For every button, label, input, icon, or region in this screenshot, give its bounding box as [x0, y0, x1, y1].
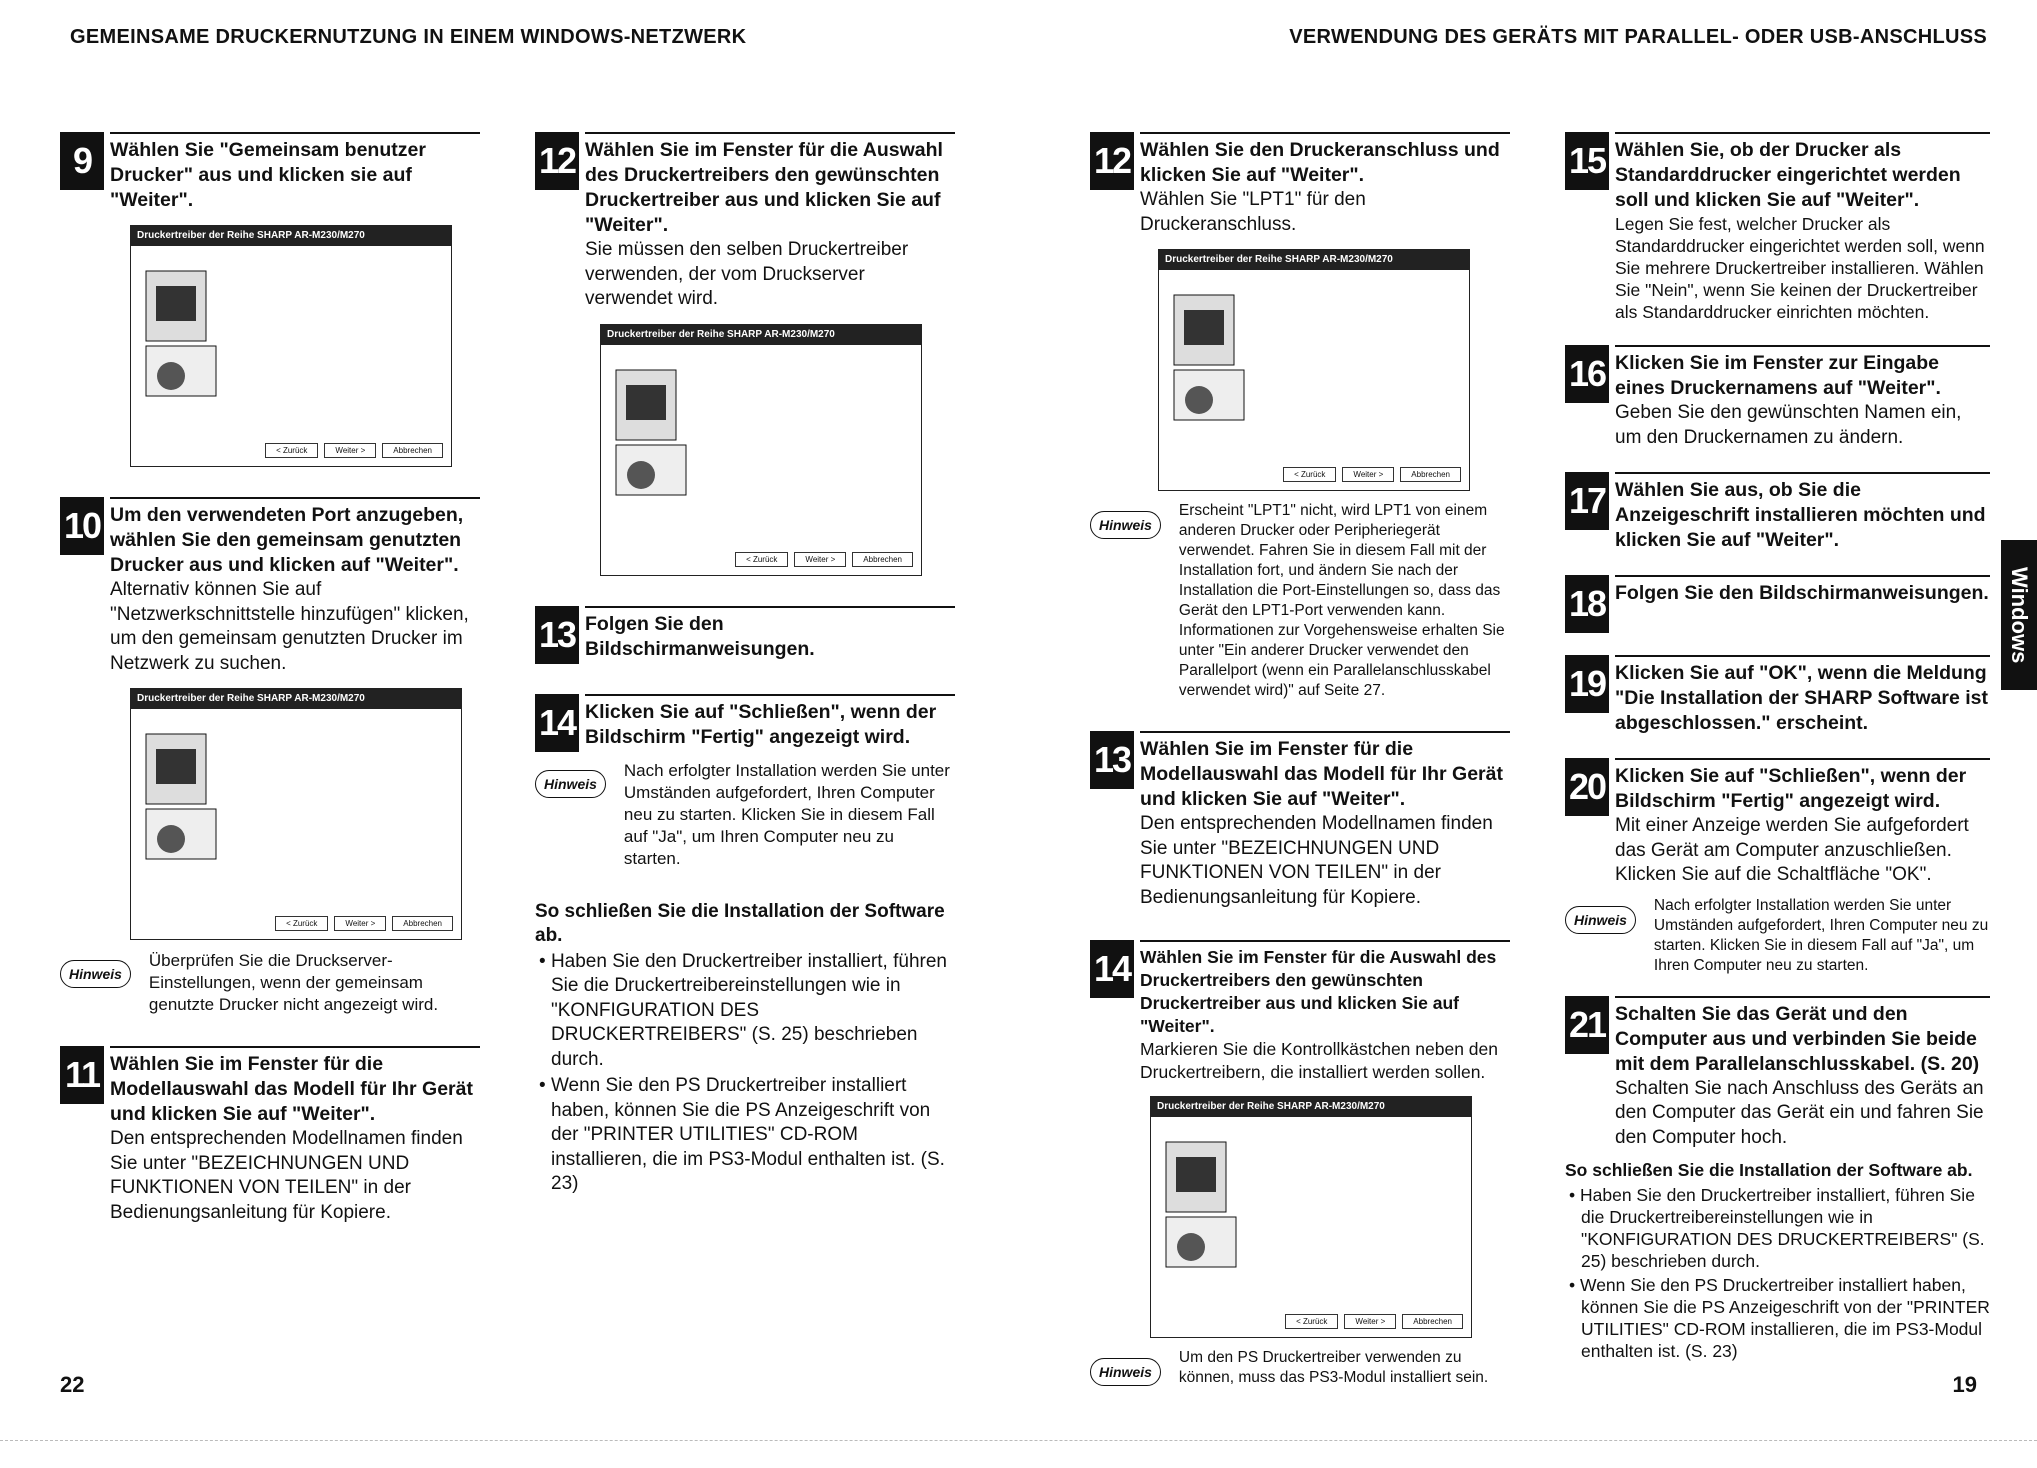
- step-title: Wählen Sie im Fenster für die Auswahl des Druckertreibers den gewünschten Druckertreiber aus und klicken Sie auf "Weiter".: [585, 132, 955, 238]
- step-number: 13: [535, 606, 579, 664]
- step-title: [1615, 996, 1990, 1151]
- step-title: [1615, 345, 1990, 450]
- bullet-item: • Wenn Sie den PS Druckertreiber installiert haben, können Sie die PS Anzeigeschrift von der "PRINTER UTILITIES" CD-ROM installieren, die im PS3-Modul enthalten ist. (S. 23): [539, 1075, 945, 1194]
- step-9: [60, 132, 480, 467]
- hint-box: [60, 950, 480, 1016]
- dialog-buttons: [1283, 467, 1461, 482]
- step-title-text: Wählen Sie im Fenster für die Auswahl des Druckertreibers den gewünschten Druckertreiber aus und klicken Sie auf "Weiter".: [1140, 947, 1497, 1036]
- dialog-title: Druckertreiber der Reihe SHARP AR-M230/M270: [601, 325, 921, 345]
- step-title: Um den verwendeten Port anzugeben, wählen Sie den gemeinsam genutzten Drucker aus und klicken auf "Weiter".: [110, 497, 480, 578]
- back-button[interactable]: < Zurück: [735, 552, 788, 567]
- step-title-text: Schalten Sie das Gerät und den Computer aus und verbinden Sie beide mit dem Parallelanschlusskabel. (S. 20): [1615, 1002, 1980, 1075]
- hint-text: Nach erfolgter Installation werden Sie unter Umständen aufgefordert, Ihren Computer neu zu starten. Klicken Sie in diesem Fall auf "Ja", um Ihren Computer neu zu starten.: [1653, 896, 1989, 974]
- step-body: Alternativ können Sie auf "Netzwerkschnittstelle hinzufügen" klicken, um den gemeinsam genutzten Drucker im Netzwerk zu suchen.: [110, 579, 469, 674]
- computer-illustration: [611, 365, 691, 505]
- hint-box: [535, 760, 955, 870]
- hint-text: Erscheint "LPT1" nicht, wird LPT1 von einem anderen Drucker oder Peripheriegerät verwendet. Fahren Sie in diesem Fall mit der Installation fort, und ändern Sie nach der Installation die Port-Einstellungen so, dass das Gerät den LPT1-Port verwenden kann. Informationen zur Vorgehensweise erhalten Sie unter "Ein anderer Drucker verwendet den Parallelport (wenn ein Parallelanschlusskabel verwendet wird)" auf Seite 27.: [1178, 502, 1505, 699]
- step-14-left: [535, 694, 955, 870]
- step-title: Wählen Sie im Fenster für die Modellauswahl das Modell für Ihr Gerät und klicken Sie auf "Weiter".: [110, 1046, 480, 1127]
- page-number-left: 22: [60, 1372, 85, 1397]
- hint-text: Nach erfolgter Installation werden Sie unter Umständen aufgefordert, Ihren Computer neu zu starten. Klicken Sie in diesem Fall auf "Ja", um Ihren Computer neu zu starten.: [623, 760, 950, 868]
- step-body: Den entsprechenden Modellnamen finden Sie unter "BEZEICHNUNGEN UND FUNKTIONEN VON TEILEN" in der Bedienungsanleitung für Kopiere.: [110, 1128, 463, 1223]
- dialog-buttons: [735, 552, 913, 567]
- step-number: 12: [535, 132, 579, 190]
- tab-label: Windows: [2007, 566, 2032, 664]
- screenshot-port: [130, 688, 462, 940]
- dialog-title: Druckertreiber der Reihe SHARP AR-M230/M270: [131, 689, 461, 709]
- dialog-buttons: [1285, 1314, 1463, 1329]
- computer-illustration: [1161, 1137, 1241, 1277]
- cancel-button[interactable]: Abbrechen: [852, 552, 913, 567]
- next-button[interactable]: Weiter >: [324, 443, 376, 458]
- column-2: [535, 132, 955, 1197]
- step-body: Markieren Sie die Kontrollkästchen neben den Druckertreibern, die installiert werden sollen.: [1140, 1039, 1498, 1082]
- step-body: Legen Sie fest, welcher Drucker als Standarddrucker eingerichtet werden soll, wenn Sie mehrere Druckertreiber installieren. Wählen Sie "Nein", wenn Sie keinen der Druckertreiber als Standarddrucker einrichten möchten.: [1615, 214, 1985, 322]
- step-title: Folgen Sie den Bildschirmanweisungen.: [1615, 575, 1990, 633]
- step-title: Klicken Sie auf "OK", wenn die Meldung "Die Installation der SHARP Software ist abgeschlossen." erscheint.: [1615, 655, 1990, 736]
- step-body: Schalten Sie nach Anschluss des Geräts an den Computer das Gerät ein und fahren Sie den Computer hoch.: [1615, 1077, 1984, 1148]
- step-number: 11: [60, 1046, 104, 1104]
- next-button[interactable]: Weiter >: [1344, 1314, 1396, 1329]
- dialog-title: Druckertreiber der Reihe SHARP AR-M230/M270: [131, 226, 451, 246]
- step-18: [1565, 575, 1990, 633]
- step-title-text: Klicken Sie im Fenster zur Eingabe eines Druckernamens auf "Weiter".: [1615, 352, 1941, 399]
- cancel-button[interactable]: Abbrechen: [392, 916, 453, 931]
- step-title: Klicken Sie auf "Schließen", wenn der Bildschirm "Fertig" angezeigt wird.: [585, 694, 955, 752]
- step-number: 14: [535, 694, 579, 752]
- step-13-left: [535, 606, 955, 664]
- subheading: So schließen Sie die Installation der Software ab.: [535, 900, 945, 946]
- step-number: 21: [1565, 996, 1609, 1054]
- next-button[interactable]: Weiter >: [794, 552, 846, 567]
- hint-box: [1090, 501, 1510, 701]
- header-left: GEMEINSAME DRUCKERNUTZUNG IN EINEM WINDOWS-NETZWERK: [70, 26, 747, 48]
- step-title: Folgen Sie den Bildschirmanweisungen.: [585, 606, 955, 664]
- hint-icon: Hinweis: [1090, 1358, 1161, 1386]
- bullet-item: • Haben Sie den Druckertreiber installiert, führen Sie die Druckertreibereinstellungen wie in "KONFIGURATION DES DRUCKERTREIBERS" (S. 25) beschrieben durch.: [1569, 1185, 1985, 1271]
- step-12-right: [1090, 132, 1510, 701]
- step-body: Sie müssen den selben Druckertreiber verwenden, der vom Druckserver verwendet wird.: [585, 239, 909, 309]
- step-21: [1565, 996, 1990, 1151]
- step-number: 14: [1090, 940, 1134, 998]
- column-4: [1565, 132, 1990, 1362]
- hint-box: [1090, 1348, 1510, 1388]
- step-number: 9: [60, 132, 104, 190]
- bullet-text: Haben Sie den Druckertreiber installiert, führen Sie die Druckertreibereinstellungen wie in "KONFIGURATION DES DRUCKERTREIBERS" (S. 25) beschrieben durch.: [1580, 1185, 1985, 1271]
- hint-text: Um den PS Druckertreiber verwenden zu können, muss das PS3-Modul installiert sein.: [1178, 1349, 1489, 1386]
- bullet-text: Wenn Sie den PS Druckertreiber installiert haben, können Sie die PS Anzeigeschrift von der "PRINTER UTILITIES" CD-ROM installieren, die im PS3-Modul enthalten ist. (S. 23): [550, 1075, 945, 1194]
- header-right: VERWENDUNG DES GERÄTS MIT PARALLEL- ODER USB-ANSCHLUSS: [1289, 26, 1987, 48]
- hint-icon: Hinweis: [60, 960, 131, 988]
- step-number: 18: [1565, 575, 1609, 633]
- subheading: So schließen Sie die Installation der Software ab.: [1565, 1160, 1973, 1180]
- step-title-text: Klicken Sie auf "Schließen", wenn der Bildschirm "Fertig" angezeigt wird.: [1615, 765, 1967, 812]
- step-12-left: [535, 132, 955, 576]
- screenshot-lpt1: [1158, 249, 1470, 491]
- step-number: 10: [60, 497, 104, 555]
- step-10: [60, 497, 480, 1016]
- step-title-text: Wählen Sie, ob der Drucker als Standarddrucker eingerichtet werden soll und klicken Sie auf "Weiter".: [1615, 139, 1961, 211]
- step-16: [1565, 345, 1990, 450]
- step-body: Wählen Sie "LPT1" für den Druckeranschluss.: [1140, 189, 1366, 235]
- hint-icon: Hinweis: [535, 770, 606, 798]
- step-title-text: Wählen Sie den Druckeranschluss und klicken Sie auf "Weiter".: [1140, 139, 1500, 186]
- screenshot-shared-printer: [130, 225, 452, 467]
- step-title: Wählen Sie "Gemeinsam benutzer Drucker" aus und klicken sie auf "Weiter".: [110, 132, 480, 213]
- step-title: Wählen Sie aus, ob Sie die Anzeigeschrift installieren möchten und klicken Sie auf "Weiter".: [1615, 472, 1990, 553]
- step-number: 20: [1565, 758, 1609, 816]
- next-button[interactable]: Weiter >: [1342, 467, 1394, 482]
- step-13-right: [1090, 731, 1510, 910]
- bullet-text: Wenn Sie den PS Druckertreiber installiert haben, können Sie die PS Anzeigeschrift von der "PRINTER UTILITIES" CD-ROM installieren, die im PS3-Modul enthalten ist. (S. 23): [1580, 1275, 1990, 1361]
- hint-box: [1565, 896, 1990, 976]
- step-number: 12: [1090, 132, 1134, 190]
- step-title: [1615, 132, 1990, 323]
- dialog-title: Druckertreiber der Reihe SHARP AR-M230/M270: [1151, 1097, 1471, 1117]
- step-15: [1565, 132, 1990, 323]
- step-title: [1615, 758, 1990, 888]
- screenshot-driver: [600, 324, 922, 576]
- step-title-text: Wählen Sie im Fenster für die Modellauswahl das Modell für Ihr Gerät und klicken Sie auf "Weiter".: [1140, 738, 1503, 810]
- back-button[interactable]: < Zurück: [1285, 1314, 1338, 1329]
- computer-illustration: [141, 266, 221, 406]
- step-title: [1140, 731, 1510, 910]
- computer-illustration: [141, 729, 221, 869]
- windows-section-tab: [2001, 540, 2037, 690]
- column-1: [60, 132, 480, 1255]
- cancel-button[interactable]: Abbrechen: [382, 443, 443, 458]
- dialog-title: Druckertreiber der Reihe SHARP AR-M230/M270: [1159, 250, 1469, 270]
- next-button[interactable]: Weiter >: [334, 916, 386, 931]
- step-body: Mit einer Anzeige werden Sie aufgefordert das Gerät am Computer anzuschließen. Klicken Sie auf die Schaltfläche "OK".: [1615, 815, 1969, 885]
- step-14-right: [1090, 940, 1510, 1388]
- step-number: 16: [1565, 345, 1609, 403]
- scan-edge-line: [0, 1440, 2037, 1442]
- computer-illustration: [1169, 290, 1249, 430]
- back-button[interactable]: < Zurück: [1283, 467, 1336, 482]
- back-button[interactable]: < Zurück: [265, 443, 318, 458]
- bullet-text: Haben Sie den Druckertreiber installiert, führen Sie die Druckertreibereinstellungen wie in "KONFIGURATION DES DRUCKERTREIBERS" (S. 25) beschrieben durch.: [550, 950, 947, 1070]
- bullet-item: • Wenn Sie den PS Druckertreiber installiert haben, können Sie die PS Anzeigeschrift von der "PRINTER UTILITIES" CD-ROM installieren, die im PS3-Modul enthalten ist. (S. 23): [1569, 1275, 1990, 1361]
- hint-icon: Hinweis: [1090, 511, 1161, 539]
- step-19: [1565, 655, 1990, 736]
- screenshot-driver-select: [1150, 1096, 1472, 1338]
- hint-text: Überprüfen Sie die Druckserver-Einstellungen, wenn der gemeinsam genutzte Drucker nicht angezeigt wird.: [148, 951, 439, 1014]
- bullet-item: • Haben Sie den Druckertreiber installiert, führen Sie die Druckertreibereinstellungen wie in "KONFIGURATION DES DRUCKERTREIBERS" (S. 25) beschrieben durch.: [539, 950, 947, 1070]
- dialog-buttons: [275, 916, 453, 931]
- dialog-buttons: [265, 443, 443, 458]
- step-20: [1565, 758, 1990, 976]
- column-3: [1090, 132, 1510, 1418]
- step-17: [1565, 472, 1990, 553]
- step-body: Den entsprechenden Modellnamen finden Sie unter "BEZEICHNUNGEN UND FUNKTIONEN VON TEILEN" in der Bedienungsanleitung für Kopiere.: [1140, 813, 1493, 908]
- step-number: 17: [1565, 472, 1609, 530]
- step-number: 13: [1090, 731, 1134, 789]
- hint-icon: Hinweis: [1565, 906, 1636, 934]
- cancel-button[interactable]: Abbrechen: [1402, 1314, 1463, 1329]
- back-button[interactable]: < Zurück: [275, 916, 328, 931]
- cancel-button[interactable]: Abbrechen: [1400, 467, 1461, 482]
- step-title: [1140, 940, 1510, 1084]
- step-11: [60, 1046, 480, 1225]
- page-number-right: 19: [1952, 1372, 1977, 1397]
- step-number: 19: [1565, 655, 1609, 713]
- step-number: 15: [1565, 132, 1609, 190]
- step-title: [1140, 132, 1510, 237]
- step-body: Geben Sie den gewünschten Namen ein, um den Druckernamen zu ändern.: [1615, 402, 1962, 448]
